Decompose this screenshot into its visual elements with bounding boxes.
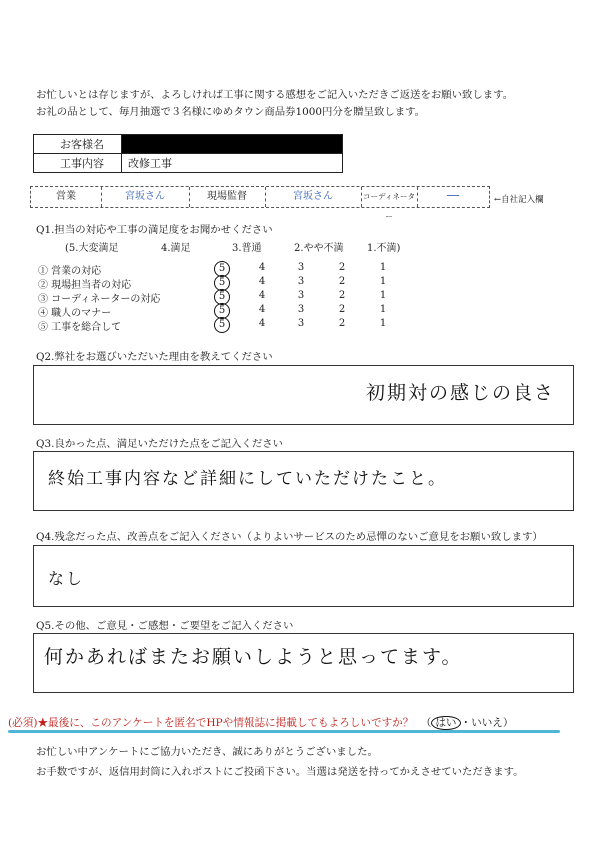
- q1-item-label: ③ コーディネーターの対応: [38, 294, 161, 305]
- q1-rating-option-1[interactable]: 1: [379, 276, 387, 287]
- q1-rating-option-1[interactable]: 1: [379, 290, 387, 301]
- internal-use-note: ←自社記入欄: [494, 195, 544, 205]
- q5-answer-text: 何かあればまたお願いしようと思ってます。: [44, 646, 463, 668]
- publish-consent-options: （ はい ・いいえ）: [420, 717, 514, 729]
- q5-title: Q5.その他、ご意見・ご感想・ご要望をご記入ください: [36, 620, 294, 632]
- q2-answer-box[interactable]: [33, 365, 574, 425]
- q1-rating-option-2[interactable]: 2: [338, 304, 346, 315]
- q5-answer-box[interactable]: [33, 633, 574, 693]
- sales-label: 営業: [56, 191, 76, 202]
- q3-answer-box[interactable]: [33, 451, 574, 511]
- intro-text: [36, 87, 576, 121]
- q1-item-label: ⑤ 工事を総合して: [38, 322, 122, 333]
- q1-rating-option-3[interactable]: 3: [297, 304, 305, 315]
- consent-separator: ・: [460, 717, 472, 729]
- q2-answer-text: 初期対の感じの良さ: [365, 382, 555, 404]
- coordinator-value: ──: [446, 191, 460, 202]
- q4-answer-box[interactable]: [33, 545, 574, 607]
- q4-title: Q4.残念だった点、改善点をご記入ください（よりよいサービスのため忌憚のないご意見をお願い致します）: [36, 531, 543, 543]
- closing-line-1: お忙しい中アンケートにご協力いただき、誠にありがとうございました。: [36, 746, 378, 758]
- intro-line-2: お礼の品として、毎月抽選で３名様にゆめタウン商品券1000円分を贈呈致します。: [36, 106, 426, 118]
- q1-scale-3: 3.普通: [232, 243, 262, 254]
- q1-rating-option-4[interactable]: 4: [258, 318, 266, 329]
- q1-scale-5: (5.大変満足: [65, 243, 119, 254]
- q1-rating-option-4[interactable]: 4: [258, 290, 266, 301]
- q1-rating-option-3[interactable]: 3: [297, 290, 305, 301]
- q1-scale-1: 1.不満): [367, 243, 401, 254]
- q1-rating-option-2[interactable]: 2: [338, 262, 346, 273]
- q2-title: Q2.弊社をお選びいただいた理由を教えてください: [36, 351, 273, 363]
- q1-rating-option-3[interactable]: 3: [297, 262, 305, 273]
- q1-scale-4: 4.満足: [161, 243, 191, 254]
- publish-consent-question: [8, 715, 514, 730]
- supervisor-label: 現場監督: [207, 191, 247, 202]
- intro-line-1: お忙しいとは存じますが、よろしければ工事に関する感想をご記入いただきご返送をお願い致します。: [36, 89, 514, 101]
- work-content-value: 改修工事: [128, 157, 172, 170]
- q1-item-label: ④ 職人のマナー: [38, 308, 112, 319]
- q1-rating-option-4[interactable]: 4: [258, 262, 266, 273]
- q1-rating-option-1[interactable]: 1: [379, 318, 387, 329]
- q1-scale-2: 2.やや不満: [294, 243, 344, 254]
- sales-value: 宮坂さん: [125, 191, 165, 202]
- customer-info-table: [33, 134, 343, 174]
- supervisor-value: 宮坂さん: [293, 191, 333, 202]
- q3-answer-text: 終始工事内容など詳細にしていただけたこと。: [48, 469, 447, 489]
- consent-no-option[interactable]: いいえ: [471, 717, 503, 729]
- q1-rating-option-1[interactable]: 1: [379, 304, 387, 315]
- q1-rating-option-5[interactable]: 5: [214, 275, 230, 291]
- q1-rating-option-5[interactable]: 5: [214, 261, 230, 277]
- consent-highlight-underline: [8, 730, 560, 733]
- q1-rating-option-2[interactable]: 2: [338, 276, 346, 287]
- q1-rating-option-2[interactable]: 2: [338, 318, 346, 329]
- q1-rating-option-5[interactable]: 5: [214, 303, 230, 319]
- q1-rating-option-4[interactable]: 4: [258, 276, 266, 287]
- staff-row: [30, 186, 490, 221]
- q1-rating-option-3[interactable]: 3: [297, 318, 305, 329]
- q1-title: Q1.担当の対応や工事の満足度をお聞かせください: [36, 224, 273, 236]
- closing-line-2: お手数ですが、返信用封筒に入れポストにご投函下さい。当選は発送を持ってかえさせていただきます。: [36, 766, 524, 778]
- q1-item-label: ② 現場担当者の対応: [38, 280, 132, 291]
- work-content-row: [33, 153, 343, 173]
- customer-name-redacted: [122, 135, 342, 153]
- q1-rating-option-1[interactable]: 1: [379, 262, 387, 273]
- q1-rating-option-4[interactable]: 4: [258, 304, 266, 315]
- customer-name-row: [33, 134, 343, 154]
- publish-consent-text: (必須)★最後に、このアンケートを匿名でHPや情報誌に掲載してもよろしいですか？: [8, 717, 414, 729]
- consent-yes-option[interactable]: はい: [431, 716, 460, 730]
- q3-title: Q3.良かった点、満足いただけた点をご記入ください: [36, 438, 284, 450]
- q1-rating-option-5[interactable]: 5: [214, 317, 230, 333]
- q1-rating-option-2[interactable]: 2: [338, 290, 346, 301]
- work-content-label: 工事内容: [34, 154, 122, 172]
- q1-rating-option-3[interactable]: 3: [297, 276, 305, 287]
- coordinator-label: コーディネーター: [363, 192, 415, 221]
- customer-name-label: お客様名: [34, 135, 122, 153]
- q1-item-label: ① 営業の対応: [38, 266, 102, 277]
- q4-answer-text: なし: [48, 569, 85, 588]
- q1-rating-option-5[interactable]: 5: [214, 289, 230, 305]
